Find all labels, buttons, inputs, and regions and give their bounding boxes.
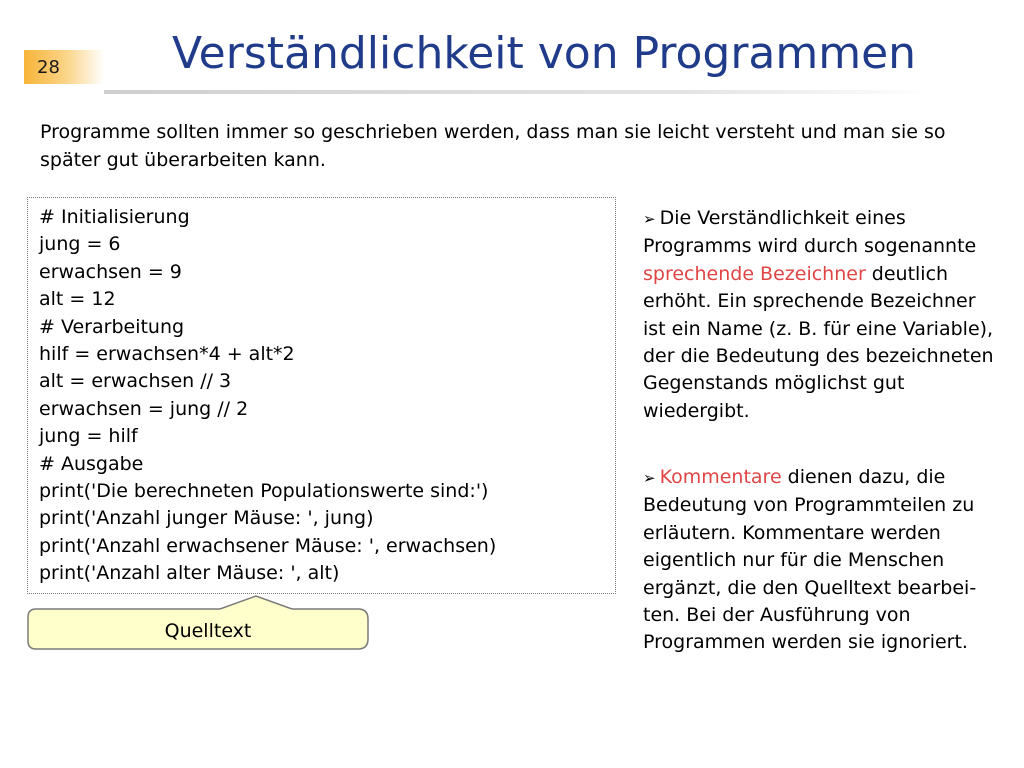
code-line: erwachsen = 9 (39, 260, 182, 283)
bullet-1-text-start: Die Verständlichkeit eines Programms wird durch sogenannte (643, 207, 977, 258)
code-line: alt = 12 (39, 288, 116, 311)
code-line: print('Anzahl junger Mäuse: ', jung) (39, 507, 374, 530)
code-box (27, 197, 616, 594)
bullet-identifiers (643, 205, 995, 425)
code-line: jung = 6 (39, 233, 121, 256)
code-line: jung = hilf (39, 425, 138, 448)
code-line: print('Anzahl erwachsener Mäuse: ', erwachsen) (39, 534, 497, 557)
page-number: 28 (37, 57, 60, 78)
intro-text: Programme sollten immer so geschrieben werden, dass man sie leicht versteht und man sie so später gut überarbeiten kann. (40, 121, 946, 171)
code-line: print('Die berechneten Populationswerte sind:') (39, 480, 489, 503)
bullet-1-highlight: sprechende Bezeichner (643, 262, 866, 285)
callout-label: Quelltext (164, 620, 252, 642)
arrow-bullet-icon: ➢ (643, 210, 656, 228)
slide-title: Verständlichkeit von Programmen (172, 28, 917, 79)
code-line: # Initialisierung (39, 206, 190, 228)
arrow-bullet-icon: ➢ (643, 469, 656, 487)
code-line: # Verarbeitung (39, 315, 185, 338)
page-number-badge (24, 50, 104, 84)
bullet-1-text-end: deutlich erhöht. Ein sprechende Bezeichner ist ein Name (z. B. für eine Variable), der die Bedeutung des bezeichneten Gegenstands möglichst gut wiedergibt. (643, 262, 994, 422)
code-line: alt = erwachsen // 3 (39, 370, 232, 393)
code-line: # Ausgabe (39, 452, 144, 475)
code-line: hilf = erwachsen*4 + alt*2 (39, 343, 295, 366)
code-line: erwachsen = jung // 2 (39, 397, 249, 420)
bullet-comments (643, 464, 995, 657)
bullet-2-text: dienen dazu, die Bedeutung von Programmteilen zu erläutern. Kommentare werden eigentlich nur für die Menschen ergänzt, die den Quelltext bearbei-ten. Bei der Ausführung von Programmen werden sie ignoriert. (643, 466, 977, 654)
bullet-2-highlight: Kommentare (659, 466, 782, 488)
title-underline (104, 90, 934, 94)
code-line: print('Anzahl alter Mäuse: ', alt) (39, 562, 340, 585)
